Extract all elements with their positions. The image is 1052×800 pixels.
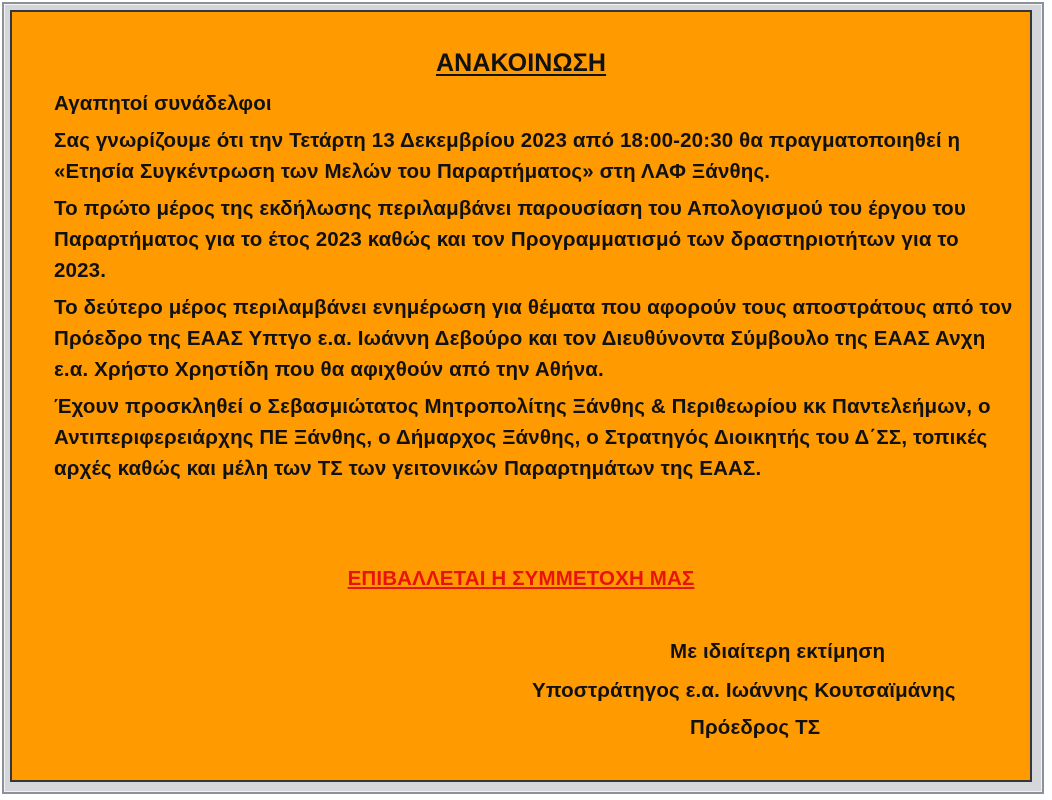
announcement-title: ΑΝΑΚΟΙΝΩΣΗ <box>435 49 607 77</box>
paragraph-second-part: Το δεύτερο μέρος περιλαμβάνει ενημέρωση για θέματα που αφορούν τους αποστράτους από τον Πρόεδρο της ΕΑΑΣ Υπτγο ε.α. Ιωάννη Δεβούρο και τον Διευθύνοντα Σύμβουλο της ΕΑΑΣ Ανχη ε.α. Χρήστο Χρηστίδη που θα αφιχθούν από την Αθήνα. <box>54 296 1013 381</box>
notice-frame <box>2 2 1044 794</box>
announcement-notice <box>10 10 1032 782</box>
paragraph-first-part: Το πρώτο μέρος της εκδήλωσης περιλαμβάνει παρουσίαση του Απολογισμού του έργου του Παραρτήματος για το έτος 2023 καθώς και τον Προγραμματισμό των δραστηριοτήτων για το 2023. <box>54 197 966 282</box>
paragraph-event-date: Σας γνωρίζουμε ότι την Τετάρτη 13 Δεκεμβρίου 2023 από 18:00-20:30 θα πραγματοποιηθεί η «Ετησία Συγκέντρωση των Μελών του Παραρτήματος» στη ΛΑΦ Ξάνθης. <box>54 129 961 183</box>
signature-role: Πρόεδρος ΤΣ <box>690 716 821 739</box>
paragraph-invitees: Έχουν προσκληθεί ο Σεβασμιώτατος Μητροπολίτης Ξάνθης & Περιθεωρίου κκ Παντελεήμων, ο Αντιπεριφερειάρχης ΠΕ Ξάνθης, ο Δήμαρχος Ξάνθης, ο Στρατηγός Διοικητής του Δ΄ΣΣ, τοπικές αρχές καθώς και μέλη των ΤΣ των γειτονικών Παραρτημάτων της ΕΑΑΣ. <box>54 395 991 480</box>
greeting: Αγαπητοί συνάδελφοι <box>54 92 272 115</box>
call-to-action: ΕΠΙΒΑΛΛΕΤΑΙ Η ΣΥΜΜΕΤΟΧΗ ΜΑΣ <box>347 567 695 590</box>
signature-name: Υποστράτηγος ε.α. Ιωάννης Κουτσαϊμάνης <box>532 679 956 702</box>
signature-closing: Με ιδιαίτερη εκτίμηση <box>670 640 886 663</box>
announcement-body <box>54 88 1014 490</box>
